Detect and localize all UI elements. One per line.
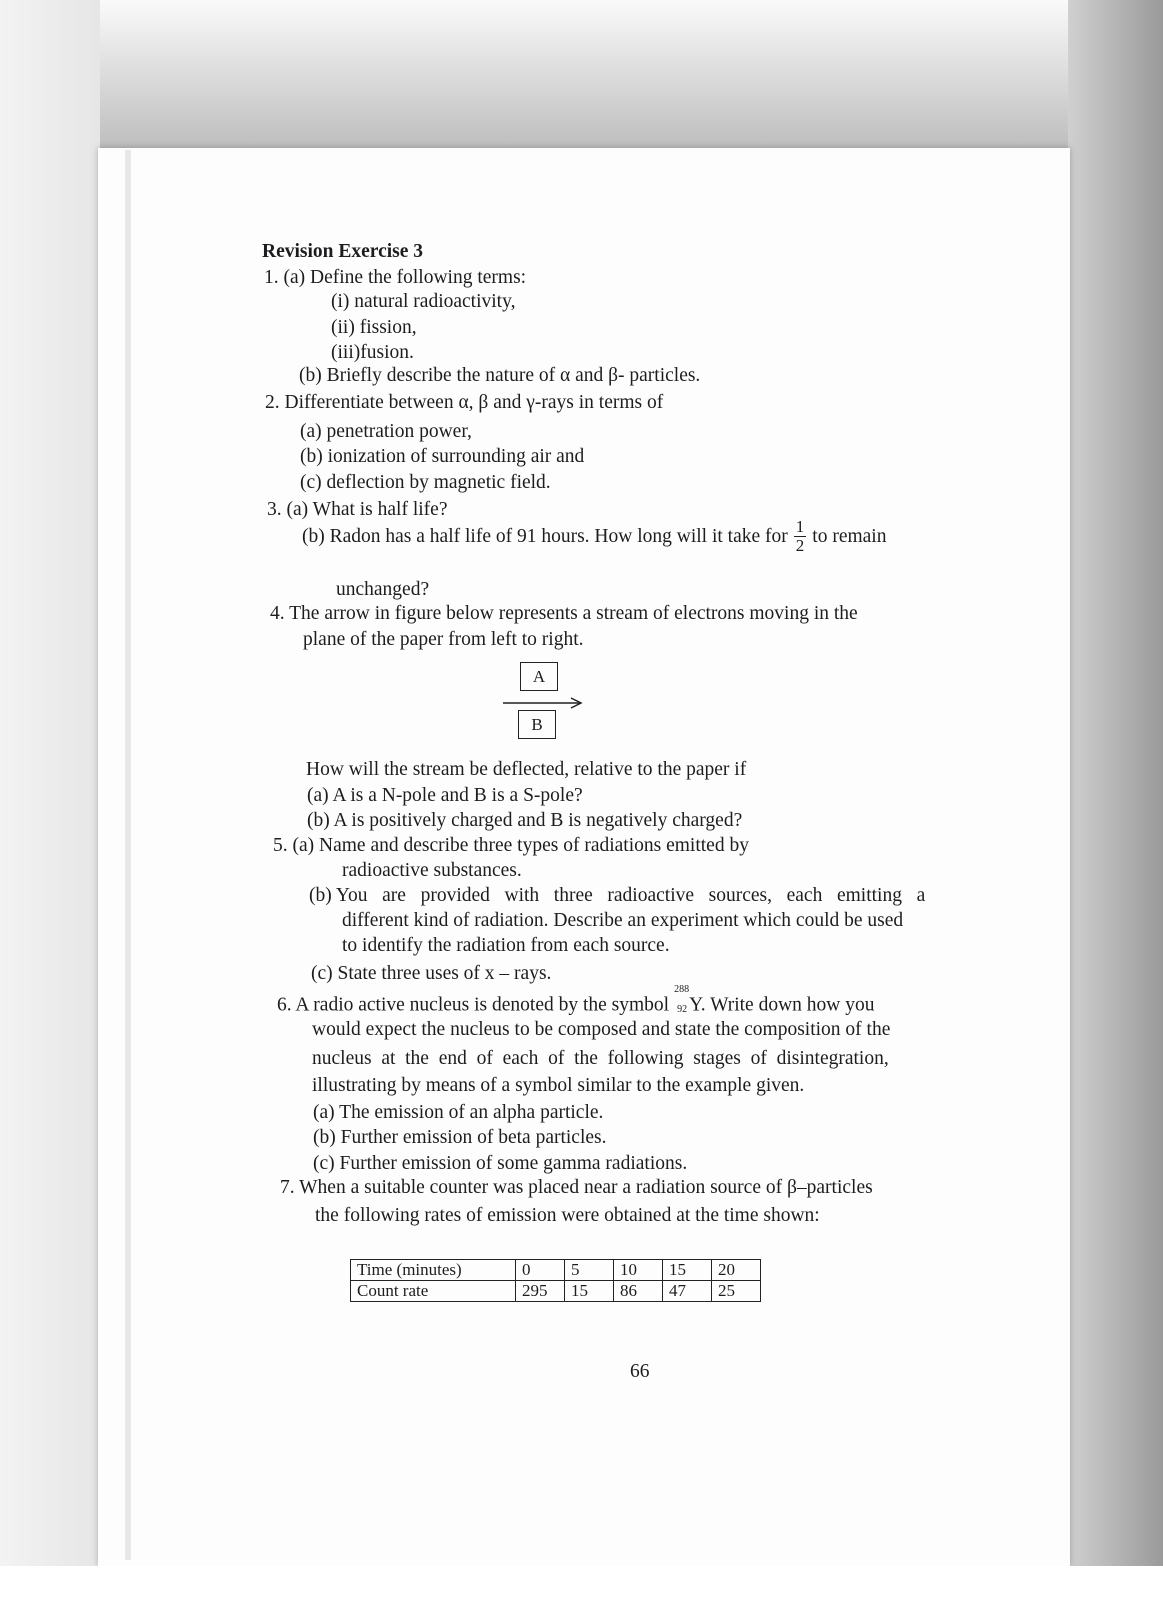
row-header: Time (minutes) [351, 1260, 516, 1281]
q6b: (b) Further emission of beta particles. [313, 1127, 607, 1148]
q5a-continued: radioactive substances. [342, 860, 522, 881]
q1a-iii: (iii)fusion. [331, 342, 414, 363]
page-edge [125, 150, 131, 1560]
table-cell: 0 [516, 1260, 565, 1281]
question-1a: 1. (a) Define the following terms: [264, 267, 527, 288]
table-cell: 295 [516, 1281, 565, 1302]
table-cell: 86 [614, 1281, 663, 1302]
q1a-ii: (ii) fission, [331, 317, 417, 338]
table-cell: 10 [614, 1260, 663, 1281]
question-3a: 3. (a) What is half life? [267, 499, 448, 520]
numerator: 1 [795, 517, 805, 536]
page-number: 66 [630, 1361, 650, 1382]
q3b-continued: unchanged? [336, 579, 430, 600]
nuclide-symbol [669, 984, 690, 1015]
one-half-fraction [794, 518, 807, 555]
table-cell: 47 [663, 1281, 712, 1302]
table-row [351, 1260, 761, 1281]
question-7: 7. When a suitable counter was placed near a radiation source of β–particles [280, 1177, 873, 1198]
q6a: (a) The emission of an alpha particle. [313, 1102, 604, 1123]
mass-number: 288 [674, 984, 690, 995]
question-3b [302, 518, 886, 555]
question-5c: (c) State three uses of x – rays. [311, 963, 552, 984]
q2c: (c) deflection by magnetic field. [300, 472, 551, 493]
table-cell: 15 [663, 1260, 712, 1281]
q2a: (a) penetration power, [300, 421, 472, 442]
q3b-text: (b) Radon has a half life of 91 hours. How long will it take for [302, 525, 788, 547]
q6c: (c) Further emission of some gamma radiations. [313, 1153, 688, 1174]
emission-table [350, 1259, 761, 1302]
q6-continued-1: would expect the nucleus to be composed and state the composition of the [312, 1019, 891, 1040]
table-cell: 5 [565, 1260, 614, 1281]
table-cell: 25 [712, 1281, 761, 1302]
q4-continued: plane of the paper from left to right. [303, 629, 584, 650]
scan-bottom [0, 1566, 1163, 1600]
q7-continued: the following rates of emission were obtained at the time shown: [315, 1205, 820, 1226]
row-header: Count rate [351, 1281, 516, 1302]
q4a: (a) A is a N-pole and B is a S-pole? [307, 785, 583, 806]
section-title: Revision Exercise 3 [262, 241, 424, 262]
q3b-text-end: to remain [812, 525, 887, 547]
electron-stream-arrow [503, 697, 583, 709]
question-1b: (b) Briefly describe the nature of α and β- particles. [299, 365, 701, 386]
box-b: B [518, 710, 556, 739]
q6-text-end: . Write down how you [700, 994, 875, 1016]
q6-text: 6. A radio active nucleus is denoted by the symbol [277, 994, 670, 1016]
question-5b: (b) You are provided with three radioactive sources, each emitting a [309, 885, 926, 906]
q4-question: How will the stream be deflected, relative to the paper if [306, 759, 747, 780]
scan-background [0, 0, 1163, 150]
q6-continued-2: nucleus at the end of each of the following stages of disintegration, [312, 1048, 889, 1069]
q4b: (b) A is positively charged and B is negatively charged? [307, 810, 743, 831]
table-row [351, 1281, 761, 1302]
question-6 [277, 984, 875, 1016]
question-5a: 5. (a) Name and describe three types of radiations emitted by [273, 835, 749, 856]
question-4: 4. The arrow in figure below represents a stream of electrons moving in the [270, 603, 858, 624]
scan-background-right [1068, 0, 1163, 1600]
table-cell: 20 [712, 1260, 761, 1281]
q2b: (b) ionization of surrounding air and [300, 446, 585, 467]
q1a-i: (i) natural radioactivity, [331, 291, 516, 312]
box-a: A [520, 662, 558, 691]
question-2: 2. Differentiate between α, β and γ-rays in terms of [265, 392, 664, 413]
denominator: 2 [795, 535, 805, 555]
book-page [98, 148, 1070, 1566]
scan-background-left [0, 0, 100, 1600]
q5b-continued-1: different kind of radiation. Describe an experiment which could be used [342, 910, 904, 931]
q6-continued-3: illustrating by means of a symbol similar to the example given. [312, 1075, 805, 1096]
table-cell: 15 [565, 1281, 614, 1302]
element-symbol: Y [689, 994, 701, 1016]
q5b-continued-2: to identify the radiation from each source. [342, 935, 670, 956]
atomic-number: 92 [677, 1003, 688, 1015]
